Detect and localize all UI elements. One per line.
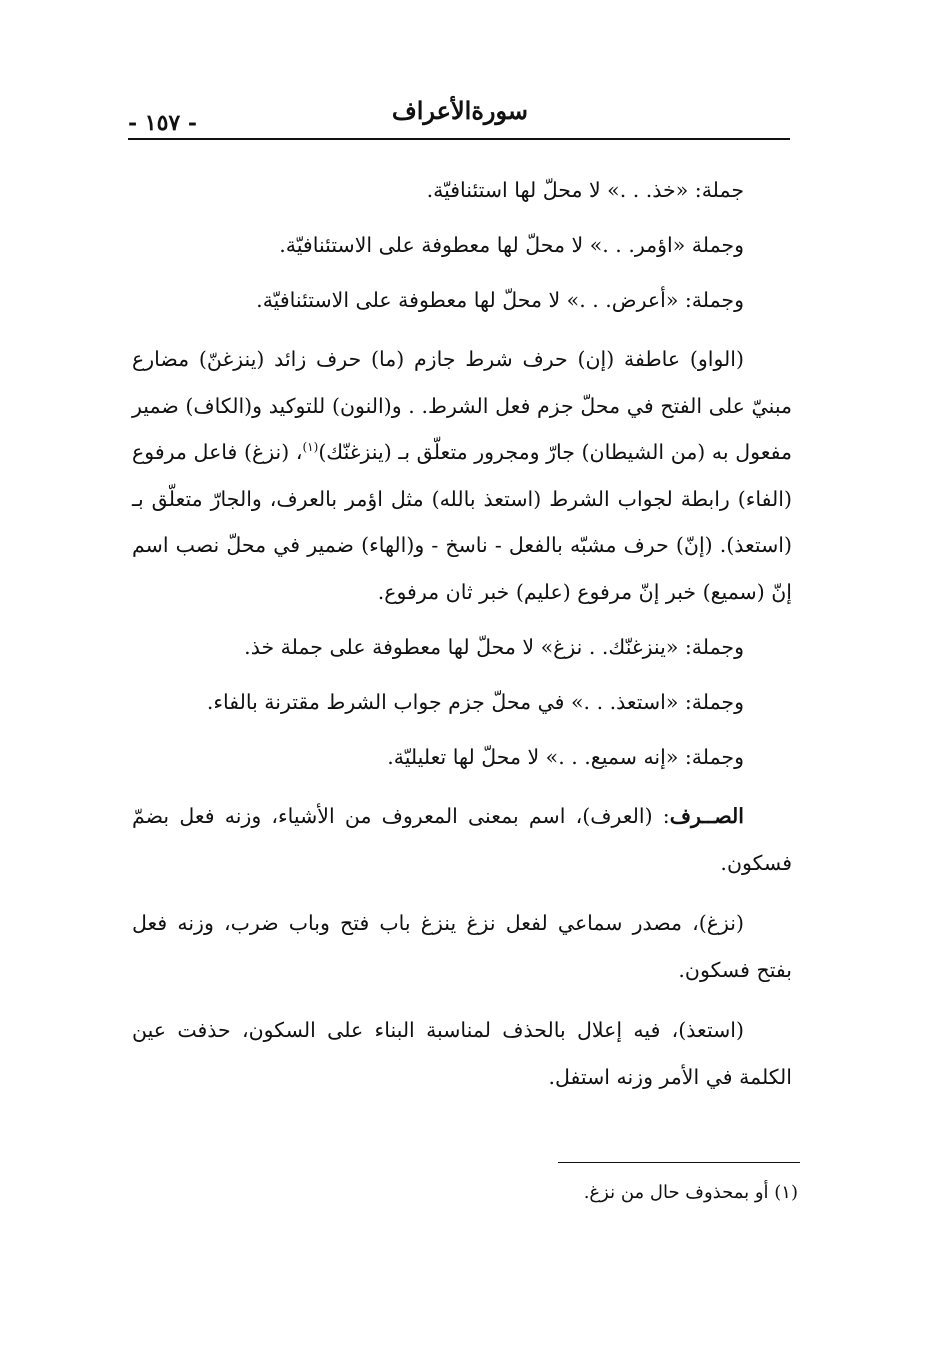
irab-paragraph: [132, 336, 792, 615]
sarf-intro: : (العرف)، اسم بمعنى المعروف من الأشياء، وزنه فعل بضمّ فسكون.: [132, 804, 792, 875]
sentence-line: وجملة: «استعذ. . .» في محلّ جزم جواب الشرط مقترنة بالفاء.: [206, 690, 744, 714]
page-number: - ١٥٧ -: [128, 110, 198, 136]
sentence-line: وجملة: «ينزغنّك. . نزغ» لا محلّ لها معطوفة على جملة خذ.: [244, 635, 744, 659]
sarf-paragraph-istaidh: (استعذ)، فيه إعلال بالحذف لمناسبة البناء على السكون، حذفت عين الكلمة في الأمر وزنه استفل.: [132, 1018, 792, 1089]
irab-text-before-note: (الواو) عاطفة (إن) حرف شرط جازم (ما) حرف زائد (ينزغنّ) مضارع مبنيّ على الفتح في محلّ جزم فعل الشرط. . و(النون) للتوكيد و(الكاف) ضمير مفعول به (من الشيطان) جارّ ومجرور متعلّق بـ (ينزغنّك): [132, 347, 792, 464]
sentence-line: وجملة «اؤمر. . .» لا محلّ لها معطوفة على الاستئنافيّة.: [279, 233, 744, 257]
sentence-line: وجملة: «أعرض. . .» لا محلّ لها معطوفة على الاستئنافيّة.: [256, 288, 744, 312]
surah-title: سورةالأعراف: [391, 96, 528, 125]
sarf-paragraph-naz: (نزغ)، مصدر سماعي لفعل نزغ ينزغ باب فتح وباب ضرب، وزنه فعل بفتح فسكون.: [132, 911, 792, 982]
sentence-line: وجملة: «إنه سميع. . .» لا محلّ لها تعليليّة.: [387, 745, 744, 769]
header-divider: [128, 138, 790, 140]
footnote-divider: [558, 1162, 800, 1163]
sarf-paragraph: [132, 793, 792, 886]
page-header: [128, 88, 790, 148]
main-text: [132, 168, 792, 1100]
footnote: (١) أو بمحذوف حال من نزغ.: [583, 1182, 798, 1203]
sarf-heading: الصــرف: [669, 804, 744, 828]
footnote-marker: (١): [302, 440, 319, 455]
irab-text-after-note: ، (نزغ) فاعل مرفوع (الفاء) رابطة لجواب الشرط (استعذ بالله) مثل اؤمر بالعرف، والجارّ متعلّق بـ (استعذ). (إنّ) حرف مشبّه بالفعل - ناسخ - و(الهاء) ضمير في محلّ نصب اسم إنّ (سميع) خبر إنّ مرفوع (عليم) خبر ثان مرفوع.: [132, 440, 792, 604]
sentence-line: جملة: «خذ. . .» لا محلّ لها استئنافيّة.: [426, 178, 744, 202]
